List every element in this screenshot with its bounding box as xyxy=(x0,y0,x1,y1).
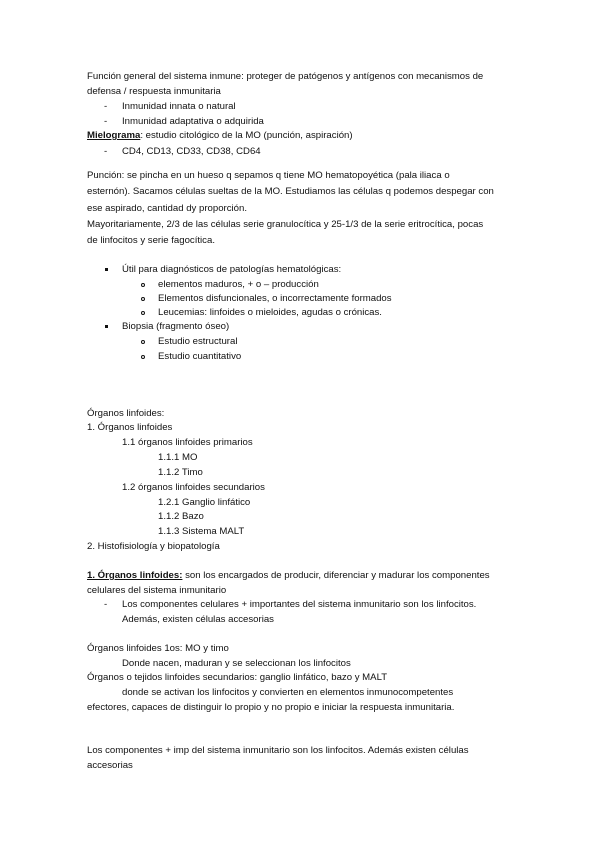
dash-bullet: - xyxy=(104,101,108,112)
organos-line: celulares del sistema inmunitario xyxy=(87,585,227,596)
list-item: Elementos disfuncionales, o incorrectamente formados xyxy=(158,293,392,304)
list-item: Leucemias: linfoides o mieloides, agudas o crónicas. xyxy=(158,307,382,318)
outline-item: 1.1.1 MO xyxy=(158,452,198,463)
square-bullet-icon xyxy=(105,325,108,328)
final-line: Los componentes + imp del sistema inmunitario son los linfocitos. Además existen células xyxy=(87,745,469,756)
circle-bullet-icon xyxy=(141,283,145,287)
circle-bullet-icon xyxy=(141,340,145,344)
outline-item: 1.2.1 Ganglio linfático xyxy=(158,497,251,508)
puncion-line: Punción: se pincha en un hueso q sepamos q tiene MO hematopoyética (pala iliaca o xyxy=(87,170,450,181)
circle-bullet-icon xyxy=(141,297,145,301)
list-item: CD4, CD13, CD33, CD38, CD64 xyxy=(122,146,261,157)
list-item: elementos maduros, + o – producción xyxy=(158,279,319,290)
list-item: Los componentes celulares + importantes del sistema inmunitario son los linfocitos. xyxy=(122,599,477,610)
outline-item: 1. Órganos linfoides xyxy=(87,422,173,433)
puncion-line: ese aspirado, cantidad dy proporción. xyxy=(87,203,247,214)
mielograma-term: Mielograma xyxy=(87,130,141,141)
puncion-line: Mayoritariamente, 2/3 de las células serie granulocítica y 25-1/3 de la serie eritrocítica, pocas xyxy=(87,219,484,230)
final-line: accesorias xyxy=(87,760,133,771)
list-item: Además, existen células accesorias xyxy=(122,614,274,625)
primarios-line: efectores, capaces de distinguir lo propio y no propio e iniciar la respuesta inmunitaria. xyxy=(87,702,455,713)
outline-item: 1.1.3 Sistema MALT xyxy=(158,526,245,537)
mielograma-line xyxy=(87,130,353,142)
list-item: Estudio cuantitativo xyxy=(158,351,242,362)
circle-bullet-icon xyxy=(141,311,145,315)
list-item: Estudio estructural xyxy=(158,336,238,347)
dash-bullet: - xyxy=(104,599,108,610)
puncion-line: de linfocitos y serie fagocítica. xyxy=(87,235,215,246)
outline-title: Órganos linfoides: xyxy=(87,408,165,419)
circle-bullet-icon xyxy=(141,355,145,359)
primarios-line: Órganos o tejidos linfoides secundarios: ganglio linfático, bazo y MALT xyxy=(87,672,388,683)
organos-heading: 1. Órganos linfoides: xyxy=(87,570,183,581)
outline-item: 2. Histofisiología y biopatología xyxy=(87,541,220,552)
outline-item: 1.1 órganos linfoides primarios xyxy=(122,437,253,448)
primarios-line: Donde nacen, maduran y se seleccionan los linfocitos xyxy=(122,658,351,669)
biopsia-label: Biopsia (fragmento óseo) xyxy=(122,321,230,332)
mielograma-desc: : estudio citológico de la MO (punción, aspiración) xyxy=(140,130,353,141)
organos-text: son los encargados de producir, diferenciar y madurar los componentes xyxy=(182,570,490,581)
diagnosticos-label: Útil para diagnósticos de patologías hematológicas: xyxy=(122,264,342,275)
outline-item: 1.1.2 Timo xyxy=(158,467,203,478)
outline-item: 1.1.2 Bazo xyxy=(158,511,204,522)
outline-item: 1.2 órganos linfoides secundarios xyxy=(122,482,265,493)
primarios-line: donde se activan los linfocitos y convierten en elementos inmunocompetentes xyxy=(122,687,454,698)
puncion-line: esternón). Sacamos células sueltas de la MO. Estudiamos las células q podemos despegar con xyxy=(87,186,494,197)
list-item: Inmunidad adaptativa o adquirida xyxy=(122,116,264,127)
list-item: Inmunidad innata o natural xyxy=(122,101,236,112)
dash-bullet: - xyxy=(104,146,108,157)
intro-line: defensa / respuesta inmunitaria xyxy=(87,86,221,97)
dash-bullet: - xyxy=(104,116,108,127)
square-bullet-icon xyxy=(105,268,108,271)
primarios-line: Órganos linfoides 1os: MO y timo xyxy=(87,643,229,654)
intro-line: Función general del sistema inmune: proteger de patógenos y antígenos con mecanismos de xyxy=(87,71,484,82)
organos-line xyxy=(87,570,490,582)
